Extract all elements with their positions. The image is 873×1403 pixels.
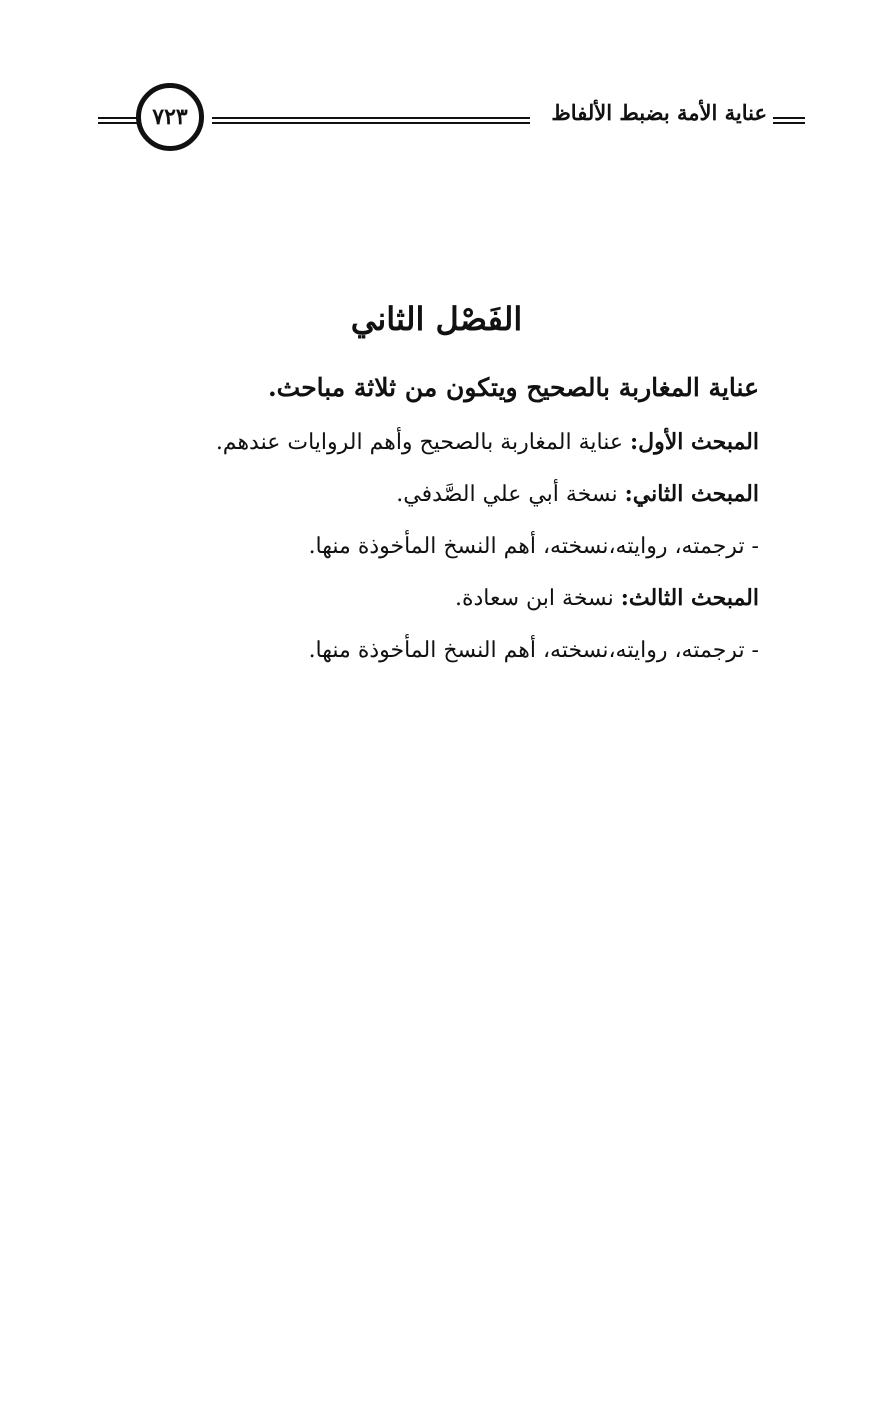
section-line-3 [119, 520, 759, 572]
section-text: عناية المغاربة بالصحيح وأهم الروايات عندهم. [215, 430, 630, 455]
section-line-2 [119, 468, 759, 520]
chapter-contents [119, 360, 759, 676]
chapter-title: الفَصْل الثاني [350, 300, 523, 338]
section-text: نسخة ابن سعادة. [454, 586, 621, 611]
section-label: المبحث الأول: [629, 429, 759, 455]
section-text: - ترجمته، روايته،نسخته، أهم النسخ المأخوذة منها. [308, 534, 759, 559]
header-rule-middle [212, 117, 530, 124]
header-rule-right [773, 117, 805, 124]
section-line-1 [119, 416, 759, 468]
page-number-badge [136, 83, 204, 151]
chapter-subtitle: عناية المغاربة بالصحيح ويتكون من ثلاثة مباحث. [267, 373, 759, 402]
section-text: نسخة أبي علي الصَّدفي. [396, 482, 625, 507]
running-title: عناية الأمة بضبط الألفاظ [551, 100, 767, 125]
page-number: ٧٢٣ [152, 104, 188, 130]
section-text: - ترجمته، روايته،نسخته، أهم النسخ المأخوذة منها. [308, 638, 759, 663]
section-line-4 [119, 572, 759, 624]
section-label: المبحث الثاني: [624, 481, 759, 507]
section-label: المبحث الثالث: [620, 585, 759, 611]
page-header [0, 0, 873, 170]
section-line-5 [119, 624, 759, 676]
header-rule-left [98, 117, 140, 124]
